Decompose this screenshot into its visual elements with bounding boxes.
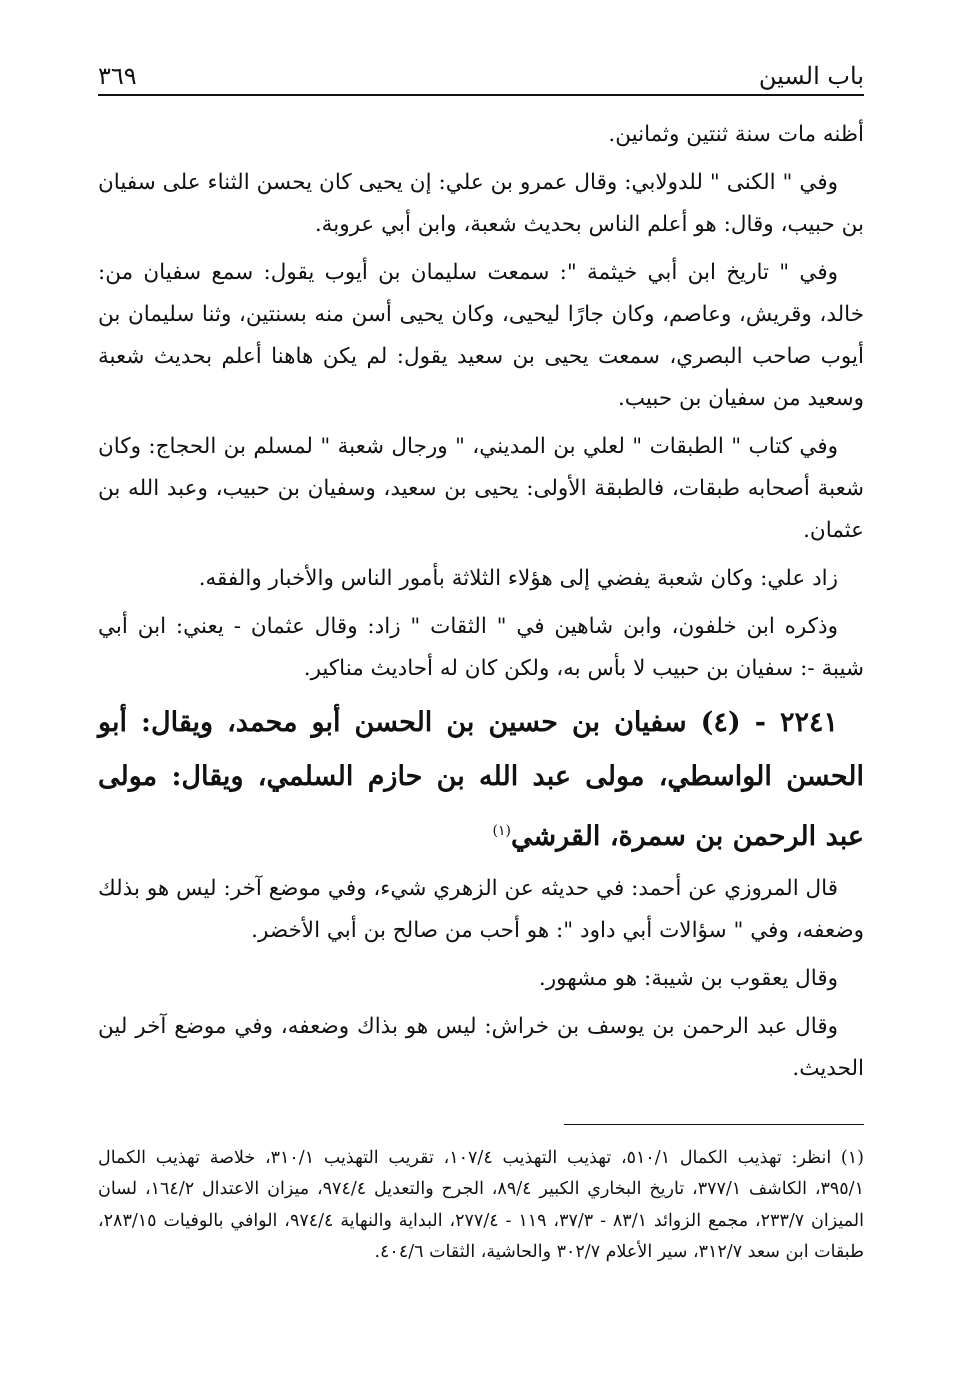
paragraph-3: وفي " تاريخ ابن أبي خيثمة ": سمعت سليمان بن أيوب يقول: سمع سفيان من: خالد، وقريش، وعاصم، وكان جارًا ليحيى، وكان يحيى أسن منه بسنتين، وثنا سليمان بن أيوب صاحب البصري، سمعت يحيى بن سعيد يقول: لم يكن هاهنا أعلم بحديث شعبة وسعيد من سفيان بن حبيب.	[98, 260, 864, 411]
entry-paragraph-3: وقال عبد الرحمن بن يوسف بن خراش: ليس هو بذاك وضعفه، وفي موضع آخر لين الحديث.	[98, 1014, 864, 1081]
footnote-reference[interactable]: (١)	[492, 823, 512, 839]
paragraph-1: أظنه مات سنة ثنتين وثمانين.	[608, 122, 864, 147]
entry-heading	[98, 696, 864, 864]
paragraph-4: وفي كتاب " الطبقات " لعلي بن المديني، " ورجال شعبة " لمسلم بن الحجاج: وكان شعبة أصحابه طبقات، فالطبقة الأولى: يحيى بن سعيد، وسفيان بن حبيب، وعبد الله بن عثمان.	[98, 434, 864, 543]
page-body	[98, 114, 864, 1090]
entry-paragraph-1: قال المروزي عن أحمد: في حديثه عن الزهري شيء، وفي موضع آخر: ليس هو بذلك وضعفه، وفي " سؤالات أبي داود ": هو أحب من صالح بن أبي الأخضر.	[98, 876, 864, 943]
footnote-divider	[564, 1124, 864, 1125]
paragraph-6: وذكره ابن خلفون، وابن شاهين في " الثقات " زاد: وقال عثمان - يعني: ابن أبي شيبة -: سفيان بن حبيب لا بأس به، ولكن كان له أحاديث مناكير.	[98, 614, 864, 681]
book-page	[98, 52, 864, 1286]
paragraph-2: وفي " الكنى " للدولابي: وقال عمرو بن علي: إن يحيى كان يحسن الثناء على سفيان بن حبيب، وقال: هو أعلم الناس بحديث شعبة، وابن أبي عروبة.	[98, 170, 864, 237]
chapter-title: باب السين	[758, 62, 864, 90]
page-number: ٣٦٩	[98, 62, 137, 90]
paragraph-5: زاد علي: وكان شعبة يفضي إلى هؤلاء الثلاثة بأمور الناس والأخبار والفقه.	[198, 566, 838, 591]
running-header	[98, 52, 864, 96]
footnote-text: (١) انظر: تهذيب الكمال ٥١٠/١، تهذيب التهذيب ١٠٧/٤، تقريب التهذيب ٣١٠/١، خلاصة تهذيب الكمال ٣٩٥/١، الكاشف ٣٧٧/١، تاريخ البخاري الكبير ٨٩/٤، الجرح والتعديل ٩٧٤/٤، ميزان الاعتدال ١٦٤/٢، لسان الميزان ٢٣٣/٧، مجمع الزوائد ٨٣/١ - ٣٧/٣، ١١٩ - ٢٧٧/٤، البداية والنهاية ٩٧٤/٤، الوافي بالوفيات ٢٨٣/١٥، طبقات ابن سعد ٣١٢/٧، سير الأعلام ٣٠٢/٧ والحاشية، الثقات ٤٠٤/٦.	[98, 1147, 864, 1262]
entry-heading-text: ٢٢٤١ - (٤) سفيان بن حسين بن الحسن أبو محمد، ويقال: أبو الحسن الواسطي، مولى عبد الله بن حازم السلمي، ويقال: مولى عبد الرحمن بن سمرة، القرشي	[98, 707, 864, 852]
entry-paragraph-2: وقال يعقوب بن شيبة: هو مشهور.	[538, 966, 838, 991]
